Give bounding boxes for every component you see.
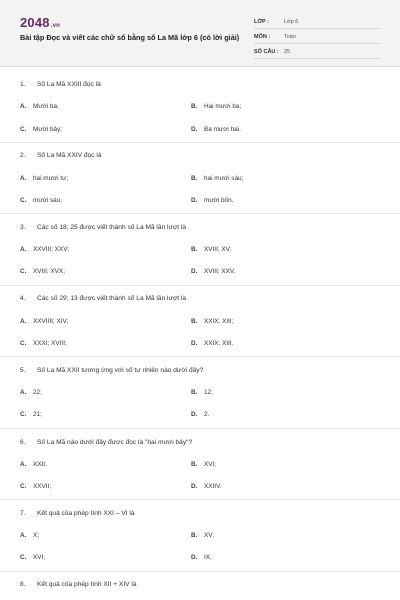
site-logo[interactable] xyxy=(20,15,60,30)
option-text: XXVII; xyxy=(33,483,52,490)
divider xyxy=(0,499,400,500)
option-letter: D. xyxy=(191,340,198,347)
option-text: XVIII; XVX; xyxy=(33,268,65,275)
option-letter: C. xyxy=(20,340,27,347)
option-letter: D. xyxy=(191,554,198,561)
option-text: XVI; xyxy=(204,461,217,468)
option-c[interactable] xyxy=(20,196,62,205)
option-text: XXII; xyxy=(33,461,47,468)
meta-row-subject xyxy=(254,32,381,44)
document-header xyxy=(0,0,400,67)
option-c[interactable] xyxy=(20,339,67,348)
divider xyxy=(0,571,400,572)
question-stem xyxy=(20,294,390,303)
option-text: XXIX; XIII. xyxy=(204,340,234,347)
option-text: Mười ba; xyxy=(33,103,59,110)
option-a[interactable] xyxy=(20,388,42,397)
option-b[interactable] xyxy=(191,317,233,326)
option-letter: A. xyxy=(20,389,27,396)
meta-value: Lớp 6 xyxy=(284,19,299,25)
divider xyxy=(0,428,400,429)
question-number: 2. xyxy=(20,152,26,159)
option-text: XVI; xyxy=(33,554,46,561)
option-letter: B. xyxy=(191,389,198,396)
question-text: Số La Mã XXIII đọc là xyxy=(37,81,101,88)
option-c[interactable] xyxy=(20,410,42,419)
option-text: hai mươi sáu; xyxy=(204,175,244,182)
option-letter: B. xyxy=(191,246,198,253)
option-d[interactable] xyxy=(191,267,235,276)
option-letter: D. xyxy=(191,483,198,490)
option-text: XXXI; XVIII; xyxy=(33,340,67,347)
meta-key: SỐ CÂU : xyxy=(254,49,279,55)
option-d[interactable] xyxy=(191,196,233,205)
option-letter: A. xyxy=(20,318,27,325)
option-text: XVIII; XV; xyxy=(204,246,232,253)
question-number: 5. xyxy=(20,367,26,374)
option-letter: B. xyxy=(191,103,198,110)
option-d[interactable] xyxy=(191,125,241,134)
question-text: Các số 18; 25 được viết thành số La Mã lần lượt là xyxy=(37,224,187,231)
option-b[interactable] xyxy=(191,388,213,397)
option-a[interactable] xyxy=(20,174,68,183)
option-letter: A. xyxy=(20,532,27,539)
meta-value: 25 xyxy=(284,49,291,55)
option-a[interactable] xyxy=(20,317,68,326)
question-number: 8. xyxy=(20,581,26,588)
question-stem xyxy=(20,80,390,89)
question-text: Số La Mã XXII tương ứng với số tự nhiên nào dưới đây? xyxy=(37,367,204,374)
option-text: Mười bảy; xyxy=(33,126,63,133)
meta-value: Toán xyxy=(284,34,296,40)
option-d[interactable] xyxy=(191,482,222,491)
question-number: 4. xyxy=(20,295,26,302)
option-text: XXIX; XIII; xyxy=(204,318,234,325)
option-text: XXVIII; XXV; xyxy=(33,246,69,253)
option-letter: D. xyxy=(191,411,198,418)
question-stem xyxy=(20,438,390,447)
question-text: Số La Mã nào dưới đây được đọc là "hai mươi bảy"? xyxy=(37,439,193,446)
divider xyxy=(0,285,400,286)
option-c[interactable] xyxy=(20,267,65,276)
option-b[interactable] xyxy=(191,531,214,540)
option-d[interactable] xyxy=(191,339,233,348)
option-text: 22; xyxy=(33,389,42,396)
option-b[interactable] xyxy=(191,245,231,254)
meta-key: MÔN : xyxy=(254,34,271,40)
option-letter: A. xyxy=(20,103,27,110)
option-letter: C. xyxy=(20,268,27,275)
logo-main: 2048 xyxy=(20,15,50,30)
option-letter: B. xyxy=(191,175,198,182)
option-a[interactable] xyxy=(20,102,59,111)
option-text: IX. xyxy=(204,554,212,561)
meta-row-count xyxy=(254,47,381,59)
option-text: Ba mươi hai. xyxy=(204,126,241,133)
question-stem xyxy=(20,580,390,589)
option-text: XXVIIII; XIV; xyxy=(33,318,69,325)
logo-sub: .vn xyxy=(50,23,61,29)
option-text: 12; xyxy=(204,389,213,396)
option-text: X; xyxy=(33,532,40,539)
option-d[interactable] xyxy=(191,410,209,419)
option-text: XVIII; XXV. xyxy=(204,268,236,275)
option-text: XV; xyxy=(204,532,215,539)
question-text: Các số 29; 13 được viết thành số La Mã lần lượt là xyxy=(37,295,187,302)
question-number: 6. xyxy=(20,439,26,446)
option-c[interactable] xyxy=(20,125,62,134)
option-letter: D. xyxy=(191,268,198,275)
option-text: hai mươi tư; xyxy=(33,175,69,182)
question-number: 3. xyxy=(20,224,26,231)
option-letter: A. xyxy=(20,246,27,253)
option-letter: A. xyxy=(20,175,27,182)
document-title: Bài tập Đọc và viết các chữ số bằng số La Mã lớp 6 (có lời giải) xyxy=(20,33,240,42)
option-a[interactable] xyxy=(20,531,39,540)
divider xyxy=(0,356,400,357)
option-letter: B. xyxy=(191,461,198,468)
option-c[interactable] xyxy=(20,553,45,562)
option-letter: C. xyxy=(20,483,27,490)
option-text: XXIIV. xyxy=(204,483,222,490)
divider xyxy=(0,213,400,214)
option-letter: B. xyxy=(191,532,198,539)
question-number: 7. xyxy=(20,510,26,517)
option-letter: B. xyxy=(191,318,198,325)
option-letter: C. xyxy=(20,197,27,204)
option-letter: D. xyxy=(191,197,198,204)
option-b[interactable] xyxy=(191,174,243,183)
option-text: mười sáu; xyxy=(33,197,63,204)
meta-key: LỚP : xyxy=(254,19,269,25)
question-stem xyxy=(20,223,390,232)
option-letter: A. xyxy=(20,461,27,468)
question-stem xyxy=(20,151,390,160)
option-letter: D. xyxy=(191,126,198,133)
option-c[interactable] xyxy=(20,482,51,491)
option-text: mười bốn. xyxy=(204,197,234,204)
option-d[interactable] xyxy=(191,553,212,562)
divider xyxy=(0,142,400,143)
question-text: Số La Mã XXIV đọc là xyxy=(37,152,102,159)
meta-row-grade xyxy=(254,17,381,29)
question-text: Kết quả của phép tính XII + XIV là xyxy=(37,581,137,588)
question-number: 1. xyxy=(20,81,26,88)
option-a[interactable] xyxy=(20,460,47,469)
option-text: 21; xyxy=(33,411,42,418)
question-text: Kết quả của phép tính XXI – VI là xyxy=(37,510,135,517)
option-letter: C. xyxy=(20,411,27,418)
option-letter: C. xyxy=(20,126,27,133)
option-b[interactable] xyxy=(191,102,241,111)
option-a[interactable] xyxy=(20,245,69,254)
question-stem xyxy=(20,366,390,375)
option-b[interactable] xyxy=(191,460,216,469)
option-letter: C. xyxy=(20,554,27,561)
option-text: Hai mươi ba; xyxy=(204,103,242,110)
question-stem xyxy=(20,509,390,518)
option-text: 2. xyxy=(204,411,210,418)
meta-panel xyxy=(254,17,381,62)
